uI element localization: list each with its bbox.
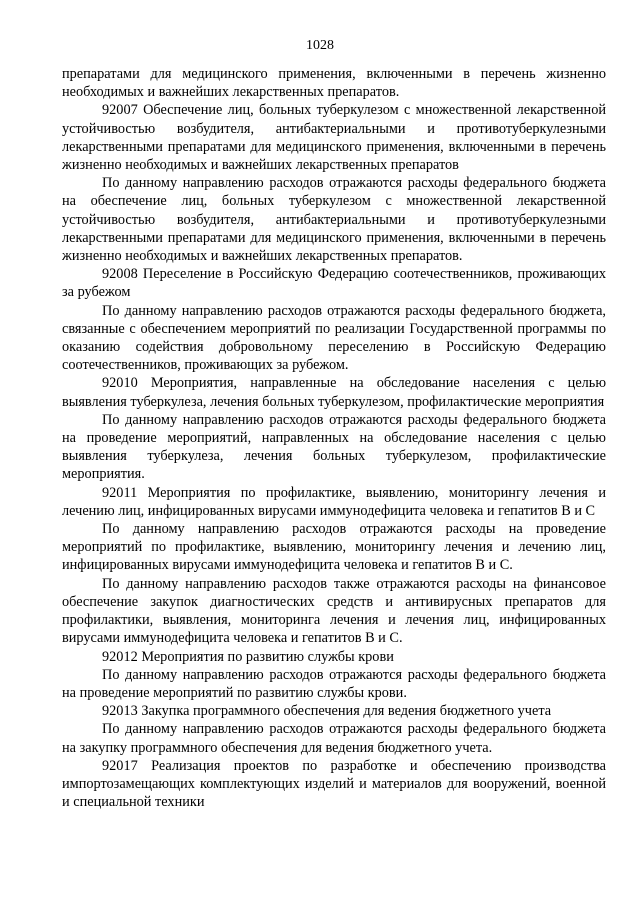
paragraph-92011-b: По данному направлению расходов также отражаются расходы на финансовое обеспечение закупок диагностических средств и антивирусных препаратов для профилактики, выявления, мониторинга лечения и лечения лиц, инфицированных вирусами иммунодефицита человека и гепатитов В и С. <box>62 575 606 647</box>
document-body <box>62 65 606 811</box>
paragraph-92012: По данному направлению расходов отражаются расходы федерального бюджета на проведение мероприятий по развитию службы крови. <box>62 666 606 701</box>
paragraph-92008: По данному направлению расходов отражаются расходы федерального бюджета, связанные с обеспечением мероприятий по реализации Государственной программы по оказанию содействия добровольному переселению в Российскую Федерацию соотечественников, проживающих за рубежом. <box>62 302 606 374</box>
section-heading-92012: 92012 Мероприятия по развитию службы крови <box>102 648 394 665</box>
section-heading-92008: 92008 Переселение в Российскую Федерацию соотечественников, проживающих за рубежом <box>62 266 606 301</box>
section-heading-92013: 92013 Закупка программного обеспечения для ведения бюджетного учета <box>102 703 552 720</box>
paragraph-92011-a: По данному направлению расходов отражаются расходы на проведение мероприятий по профилактике, выявлению, мониторингу лечения и лечению лиц, инфицированных вирусами иммунодефицита человека и гепатитов В и С. <box>62 521 606 574</box>
paragraph-continuation: препаратами для медицинского применения, включенными в перечень жизненно необходимых и важнейших лекарственных препаратов. <box>62 66 606 101</box>
section-heading-92007: 92007 Обеспечение лиц, больных туберкулезом с множественной лекарственной устойчивостью возбудителя, антибактериальными и противотуберкулезными лекарственными препаратами для медицинского применения, включенными в перечень жизненно необходимых и важнейших лекарственных препаратов <box>62 102 606 174</box>
page-number: 1028 <box>306 38 334 53</box>
paragraph-92007: По данному направлению расходов отражаются расходы федерального бюджета на обеспечение лиц, больных туберкулезом с множественной лекарственной устойчивостью возбудителя, антибактериальными и противотуберкулезными лекарственными препаратами для медицинского применения, включенными в перечень жизненно необходимых и важнейших лекарственных препаратов. <box>62 175 606 265</box>
section-heading-92010: 92010 Мероприятия, направленные на обследование населения с целью выявления туберкулеза, лечения больных туберкулезом, профилактические мероприятия <box>62 375 606 410</box>
section-heading-92017: 92017 Реализация проектов по разработке и обеспечению производства импортозамещающих комплектующих изделий и материалов для вооружений, военной и специальной техники <box>62 757 606 811</box>
paragraph-92010: По данному направлению расходов отражаются расходы федерального бюджета на проведение мероприятий, направленных на обследование населения с целью выявления туберкулеза, лечения больных туберкулезом, профилактические мероприятия. <box>62 411 606 483</box>
section-heading-92011: 92011 Мероприятия по профилактике, выявлению, мониторингу лечения и лечению лиц, инфицированных вирусами иммунодефицита человека и гепатитов В и С <box>62 484 606 519</box>
paragraph-92013: По данному направлению расходов отражаются расходы федерального бюджета на закупку программного обеспечения для ведения бюджетного учета. <box>62 721 606 756</box>
